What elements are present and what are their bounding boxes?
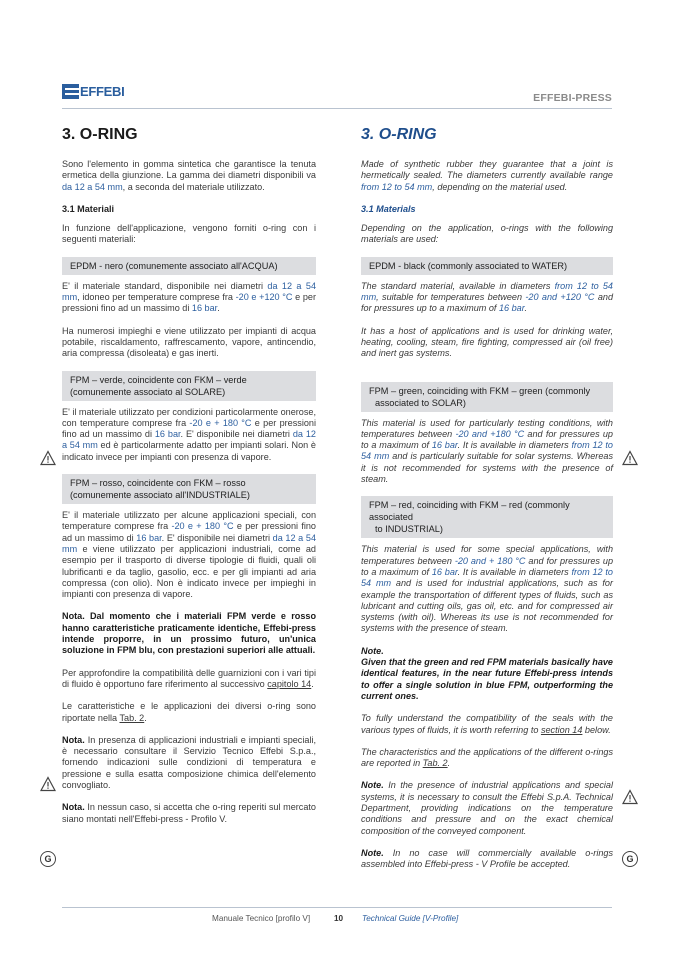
it-fpm-green-paragraph — [62, 407, 316, 463]
text-run: . — [447, 758, 451, 769]
it-epdm-paragraph-2 — [62, 326, 316, 360]
text-run: and for pressures up to a maximum of — [361, 428, 613, 451]
text-run: 16 bar — [154, 429, 181, 440]
logo-text: EFFEBI — [80, 84, 125, 99]
text-run: and for pressures up to a maximum of — [361, 555, 614, 577]
text-run: Tab. 2 — [422, 758, 448, 769]
text-run: Made of synthetic rubber they guarantee that a joint is hermetically sealed. The diameters currently available range — [361, 159, 613, 181]
text-run: . — [217, 303, 220, 314]
text-run: . E' disponibile nei diametri — [161, 532, 273, 543]
text-run: . — [524, 303, 527, 314]
text-run: The characteristics and the applications of the different o-rings are reported in — [361, 746, 613, 769]
text-run: To fully understand the compatibility of the seals with the various types of fluids, it is worth referring to — [361, 713, 613, 735]
it-section-intro — [62, 223, 316, 246]
warning-icon — [622, 450, 638, 466]
text-run: Nota. — [62, 734, 85, 745]
footer-divider — [62, 907, 612, 908]
english-column — [361, 126, 613, 881]
text-run: E' il materiale standard, disponibile nei diametri — [62, 280, 268, 291]
text-run: . E' disponibile nei diametri — [180, 429, 293, 440]
text-run: -20 e + 180 °C — [189, 417, 252, 428]
it-intro — [62, 159, 316, 193]
en-fpm-green-bar — [361, 382, 613, 412]
header-brand: EFFEBI-PRESS — [533, 92, 612, 104]
text-run: Le caratteristiche e le applicazioni dei diversi o-ring sono riportate nella — [62, 701, 316, 723]
en-fpm-green-paragraph — [361, 418, 613, 486]
text-run: -20 and + 180 °C — [454, 555, 526, 566]
en-epdm-paragraph-2 — [361, 326, 613, 360]
footer-right: Technical Guide [V-Profile] — [362, 914, 459, 923]
text-run: Sono l'elemento in gomma sintetica che garantisce la tenuta ermetica della giunzione. La gamma dei diametri disponibili va — [62, 159, 316, 181]
it-fpm-red-bar — [62, 474, 316, 504]
text-run: da 12 a 54 mm — [62, 181, 123, 192]
text-run: 16 bar — [431, 440, 458, 451]
text-run: It has a host of applications and is used for drinking water, heating, cooling, steam, fire fighting, compressed air (oil free) and inert gas systems. — [361, 325, 613, 359]
text-run: , idoneo per temperature comprese fra — [77, 292, 236, 303]
text-run: from 12 to 54 mm — [361, 440, 613, 462]
text-run: da 12 a 54 mm — [62, 280, 317, 303]
text-run: -20 e +120 °C — [235, 292, 293, 303]
text-run: ed è particolarmente adatto per impianti solari. Non è indicato invece per impianti con presenza di vapore. — [62, 440, 316, 462]
text-run: and for pressures up to a maximum of — [361, 292, 613, 314]
text-run: Per approfondire la compatibilità delle guarnizioni con i vari tipi di fluido è opportuno fare riferimento al successivo — [62, 667, 316, 689]
g-circle-icon: G — [40, 851, 56, 867]
italian-column — [62, 126, 316, 836]
en-fpm-red-bar — [361, 496, 613, 538]
header-divider — [62, 108, 612, 109]
text-run: In funzione dell'applicazione, vengono forniti o-ring con i seguenti materiali: — [62, 223, 316, 245]
it-fpm-red-bar-line-1: FPM – rosso, coincidente con FKM – rosso — [70, 478, 246, 489]
text-run: . It is available in diameters — [457, 440, 572, 451]
g-circle-icon: G — [622, 851, 638, 867]
text-run: from 12 to 54 mm — [361, 566, 613, 589]
en-fpm-red-paragraph — [361, 544, 613, 634]
text-run: 16 bar — [136, 532, 162, 543]
text-run: FPM blu — [117, 645, 153, 656]
it-note-market-orings — [62, 802, 316, 825]
text-run: Nota. — [62, 802, 85, 813]
text-run: e per pressioni fino ad un massimo di — [62, 292, 316, 314]
en-epdm-paragraph-1 — [361, 281, 613, 315]
en-fpm-red-bar-line-1: FPM – red, coinciding with FKM – red (commonly associated — [369, 500, 570, 523]
text-run: 16 bar — [431, 566, 458, 577]
text-run: E' il materiale utilizzato per condizioni particolarmente onerose, con temperature comprese fra — [62, 406, 316, 428]
en-note-market-orings — [361, 848, 613, 871]
en-title: 3. O-RING — [361, 126, 437, 143]
text-run: e per pressioni fino ad un massimo di — [62, 521, 316, 543]
text-run: Ha numerosi impieghi e viene utilizzato per impianti di acqua potabile, riscaldamento, raffrescamento, vapore, antincendio, aria compressa (disoleata) e gas inerti. — [62, 325, 316, 359]
en-section-intro — [361, 223, 613, 246]
text-run: -20 e + 180 °C — [171, 521, 234, 532]
text-run: from 12 to 54 mm — [361, 181, 433, 192]
text-run: E' il materiale utilizzato per alcune applicazioni speciali, con temperature comprese fra — [62, 510, 316, 532]
text-run: e viene utilizzato per applicazioni industriali, come ad esempio per il trasporto di diverse tipologie di fluidi, quali oli lubrificanti e da taglio, gasolio, ecc. e per gli impianti ad aria compressa (con olio). Non è indicato invece per impieghi in impianti con presenza di vapore. — [62, 543, 316, 600]
it-fpm-green-bar — [62, 371, 316, 401]
en-fpm-red-bar-line-2: to INDUSTRIAL) — [375, 524, 443, 535]
text-run: Given that the green and red FPM materials basically have identical features, in the near future Effebi-press intends to offer a single solution in — [361, 657, 613, 690]
text-run: In no case will commercially available o-rings assembled into Effebi-press - V Profile be accepted. — [361, 847, 613, 870]
text-run: , depending on the material used. — [432, 181, 568, 192]
it-fpm-green-bar-line-2: (comunemente associato al SOLARE) — [70, 386, 226, 397]
it-characteristics-paragraph — [62, 701, 316, 724]
text-run: This material is used for some special applications, with temperatures between — [361, 544, 613, 566]
it-note-fpm-blue — [62, 611, 316, 656]
warning-icon — [622, 789, 638, 805]
en-fpm-green-bar-line-2: associated to SOLAR) — [375, 397, 466, 408]
text-run: , suitable for temperatures between — [376, 292, 526, 303]
en-epdm-bar: EPDM - black (commonly associated to WATER) — [361, 257, 613, 275]
text-run: The standard material, available in diameters — [361, 280, 555, 291]
text-run: Tab. 2 — [119, 712, 145, 723]
text-run: from 12 to 54 mm — [361, 280, 613, 303]
en-fpm-green-bar-line-1: FPM – green, coinciding with FKM – green (commonly — [369, 385, 591, 396]
text-run: capitolo 14 — [267, 678, 312, 689]
en-note-industrial — [361, 780, 613, 836]
text-run: This material is used for particularly testing conditions, with temperatures between — [361, 417, 613, 439]
text-run: da 12 a 54 mm — [62, 429, 316, 451]
en-intro — [361, 159, 613, 193]
text-run: . It is available in diameters — [457, 566, 572, 577]
text-run: 16 bar — [498, 303, 525, 314]
it-epdm-bar: EPDM - nero (comunemente associato all'ACQUA) — [62, 257, 316, 275]
footer-left: Manuale Tecnico [profilo V] — [212, 914, 311, 923]
text-run: , a seconda del materiale utilizzato. — [122, 181, 265, 192]
text-run: section 14 — [540, 724, 583, 735]
text-run: -20 and +120 °C — [525, 292, 595, 303]
text-run: -20 and +180 °C — [455, 428, 525, 439]
it-fpm-red-bar-line-2: (comunemente associato all'INDUSTRIALE) — [70, 490, 250, 501]
effebi-logo — [62, 84, 124, 99]
text-run: below. — [582, 724, 611, 735]
text-run: , con prestazioni superiori alle attuali. — [152, 645, 316, 656]
text-run: Nota. Dal momento che i materiali FPM verde e rosso hanno caratteristiche praticamente identiche, Effebi-press intende proporre, in un prossimo futuro, un'unica soluzione in — [62, 611, 316, 656]
text-run: . — [311, 678, 314, 689]
text-run: and is used for industrial applications, such as for example the transportation of different types of fluids, such as lubricant and cutting oils, gas oil, etc. and for compressed air systems (with oil). Whereas its use is not recommended for systems with the presence of steam. — [361, 578, 613, 634]
text-run: da 12 a 54 mm — [62, 532, 317, 554]
it-compatibility-paragraph — [62, 668, 316, 691]
text-run: Note. — [361, 780, 384, 791]
warning-icon — [40, 450, 56, 466]
text-run: , outperforming the current ones. — [361, 679, 613, 701]
logo-mark-icon — [62, 84, 79, 99]
text-run: Depending on the application, o-rings with the following materials are used: — [361, 223, 613, 245]
en-characteristics-paragraph — [361, 747, 613, 770]
it-title: 3. O-RING — [62, 126, 138, 143]
en-section-title: 3.1 Materials — [361, 203, 416, 214]
text-run: blue FPM — [486, 679, 528, 690]
warning-icon — [40, 776, 56, 792]
text-run: . — [144, 712, 147, 723]
it-section-title: 3.1 Materiali — [62, 203, 115, 214]
text-run: and is particularly suitable for solar systems. Whereas it is not recommended for systems with the presence of steam. — [361, 451, 613, 485]
it-fpm-red-paragraph — [62, 510, 316, 600]
text-run: In presenza di applicazioni industriali e impianti speciali, è necessario consultare il Servizio Tecnico Effebi S.p.a., fornendo indicazioni sulle condizioni di temperatura e pressione e sulla esatta composizione chimica dell'elemento convogliato. — [62, 734, 316, 790]
it-note-industrial — [62, 735, 316, 791]
en-compatibility-paragraph — [361, 713, 613, 736]
en-note-fpm-blue — [361, 657, 613, 702]
it-epdm-paragraph-1 — [62, 281, 316, 315]
text-run: 16 bar — [191, 303, 218, 314]
text-run: Note. — [361, 847, 384, 858]
en-note-heading: Note. — [361, 645, 384, 656]
text-run: In the presence of industrial applications and special systems, it is necessary to consult the Effebi S.p.A. Technical Department, providing indications on the temperature conditions and pressure and on the exact chemical composition of the conveyed component. — [361, 780, 613, 836]
text-run: e per pressioni fino ad un massimo di — [62, 417, 316, 440]
text-run: In nessun caso, si accetta che o-ring reperiti sul mercato siano montati nell'Effebi-press - Profilo V. — [62, 802, 316, 824]
page-number: 10 — [334, 914, 344, 923]
it-fpm-green-bar-line-1: FPM – verde, coincidente con FKM – verde — [70, 374, 247, 385]
